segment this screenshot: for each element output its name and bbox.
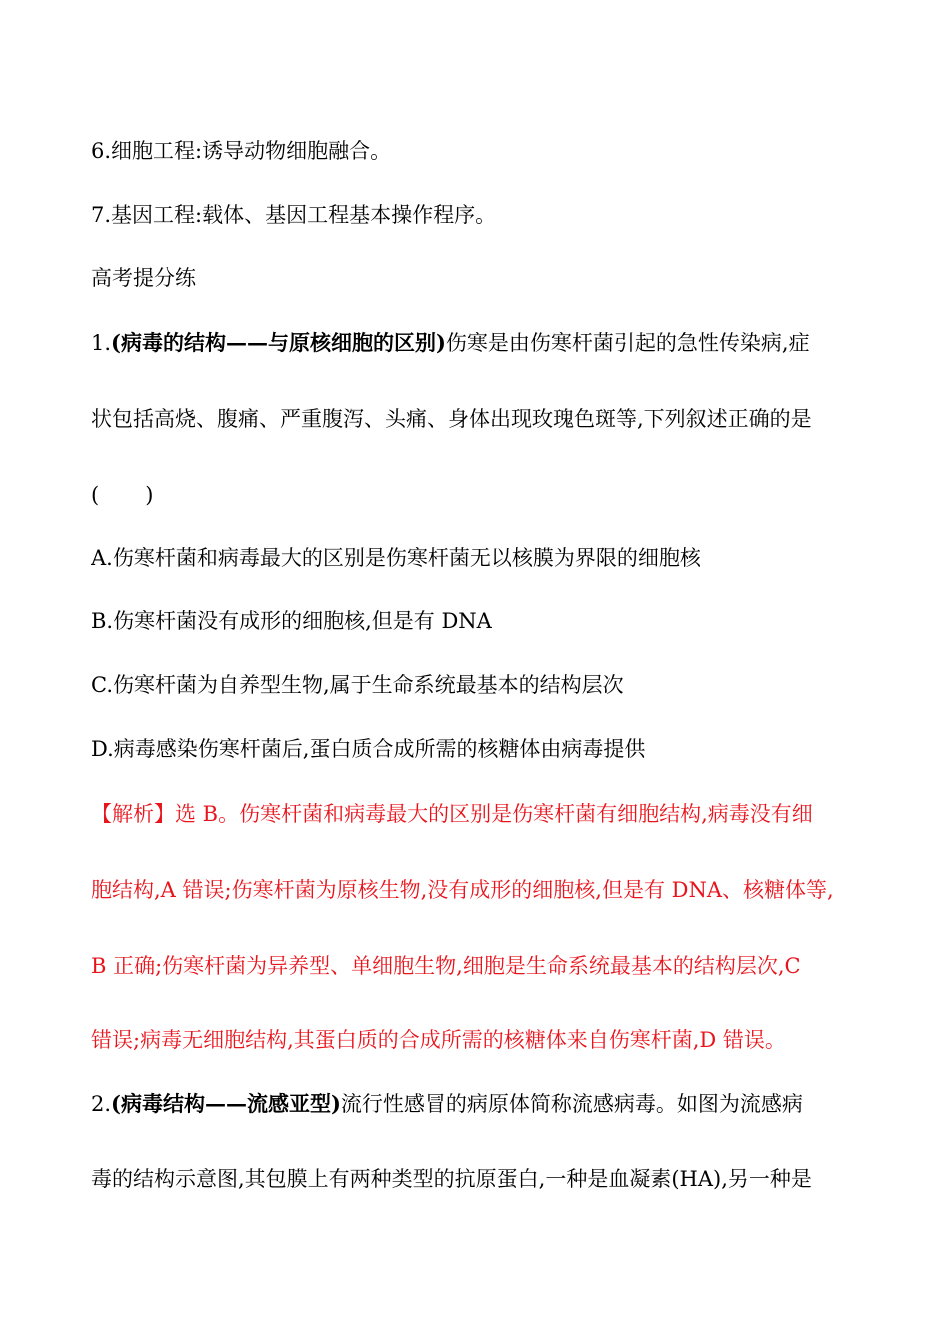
question-1-stem-text: 伤寒是由伤寒杆菌引起的急性传染病,症: [445, 331, 810, 355]
section-title: 高考提分练: [91, 266, 196, 290]
question-2-tag: (病毒结构——流感亚型): [111, 1091, 341, 1116]
analysis-line-3: B 正确;伤寒杆菌为异养型、单细胞生物,细胞是生命系统最基本的结构层次,C: [91, 954, 801, 978]
question-1-stem-line-2: 状包括高烧、腹痛、严重腹泻、头痛、身体出现玫瑰色斑等,下列叙述正确的是: [91, 407, 812, 431]
question-2-number: 2.: [91, 1092, 112, 1116]
question-2-stem-text: 流行性感冒的病原体简称流感病毒。如图为流感病: [340, 1092, 803, 1116]
question-1-tag: (病毒的结构——与原核细胞的区别): [111, 330, 446, 355]
analysis-line-1: 【解析】选 B。伤寒杆菌和病毒最大的区别是伤寒杆菌有细胞结构,病毒没有细: [91, 802, 813, 826]
option-b: B.伤寒杆菌没有成形的细胞核,但是有 DNA: [91, 609, 492, 633]
question-1-number: 1.: [91, 331, 112, 355]
answer-paren-close: ): [145, 483, 154, 507]
question-1-stem-line-1: [91, 328, 871, 358]
option-d: D.病毒感染伤寒杆菌后,蛋白质合成所需的核糖体由病毒提供: [91, 737, 646, 761]
option-c: C.伤寒杆菌为自养型生物,属于生命系统最基本的结构层次: [91, 673, 624, 697]
analysis-line-4: 错误;病毒无细胞结构,其蛋白质的合成所需的核糖体来自伤寒杆菌,D 错误。: [91, 1028, 786, 1052]
intro-item-6: 6.细胞工程:诱导动物细胞融合。: [91, 139, 392, 163]
analysis-line-2: 胞结构,A 错误;伤寒杆菌为原核生物,没有成形的细胞核,但是有 DNA、核糖体等,: [91, 878, 834, 902]
answer-paren-open: (: [91, 483, 100, 507]
option-a: A.伤寒杆菌和病毒最大的区别是伤寒杆菌无以核膜为界限的细胞核: [91, 546, 701, 570]
answer-blank: [91, 480, 871, 510]
intro-item-7: 7.基因工程:载体、基因工程基本操作程序。: [91, 203, 497, 227]
question-2-stem-line-2: 毒的结构示意图,其包膜上有两种类型的抗原蛋白,一种是血凝素(HA),另一种是: [91, 1167, 812, 1191]
question-2-stem-line-1: [91, 1089, 871, 1119]
